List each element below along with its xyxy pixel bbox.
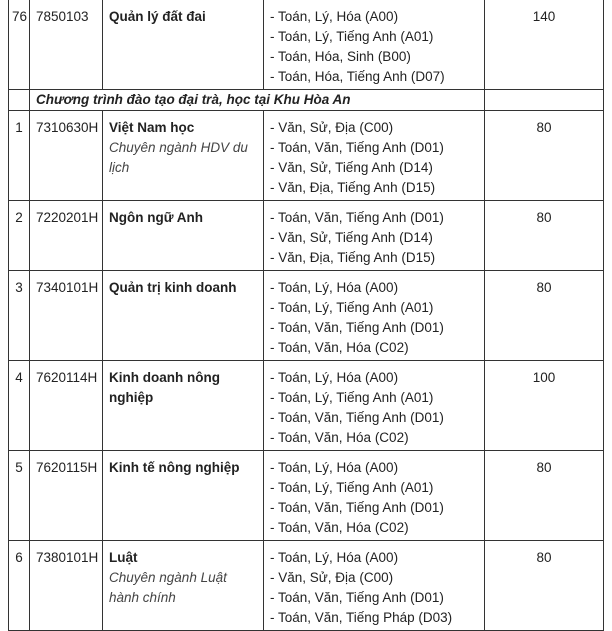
- row-combo: - Toán, Lý, Hóa (A00): [270, 370, 399, 385]
- row-stt: 2: [9, 201, 30, 271]
- row-major-code: 7310630H: [30, 111, 103, 201]
- row-major-code: 7340101H: [30, 271, 103, 361]
- row-major-name: Luật: [109, 550, 138, 565]
- row-major-code: 7620114H: [30, 361, 103, 451]
- row-major-specialization: Chuyên ngành Luật hành chính: [109, 570, 227, 605]
- row-combo: - Toán, Văn, Tiếng Anh (D01): [270, 590, 444, 605]
- row-combo: - Toán, Văn, Hóa (C02): [270, 430, 409, 445]
- table-row: [9, 451, 604, 541]
- row-major-code: 7620115H: [30, 451, 103, 541]
- row-combo: - Toán, Văn, Tiếng Anh (D01): [270, 410, 444, 425]
- row-major-specialization: Chuyên ngành HDV du lịch: [109, 140, 248, 175]
- row-combo: - Toán, Văn, Hóa (C02): [270, 340, 409, 355]
- row-stt: 1: [9, 111, 30, 201]
- row-stt: 6: [9, 541, 30, 631]
- row-quota: 80: [485, 201, 604, 271]
- row-quota: 80: [485, 111, 604, 201]
- row-combo: - Toán, Văn, Tiếng Anh (D01): [270, 210, 444, 225]
- row-stt: 4: [9, 361, 30, 451]
- row-quota: 100: [485, 361, 604, 451]
- admission-table: [8, 0, 604, 631]
- row-combo: - Toán, Lý, Tiếng Anh (A01): [270, 29, 434, 44]
- row-combo: - Toán, Văn, Tiếng Anh (D01): [270, 140, 444, 155]
- row-combo: - Văn, Địa, Tiếng Anh (D15): [270, 180, 436, 195]
- row-combo: - Toán, Hóa, Tiếng Anh (D07): [270, 69, 445, 84]
- row-combo: - Toán, Văn, Tiếng Anh (D01): [270, 320, 444, 335]
- table-row: [9, 201, 604, 271]
- group-header-row: [9, 90, 604, 111]
- table-row: [9, 271, 604, 361]
- row-quota: 80: [485, 271, 604, 361]
- row-combo: - Toán, Lý, Hóa (A00): [270, 9, 399, 24]
- row-combo: - Văn, Địa, Tiếng Anh (D15): [270, 250, 436, 265]
- row-major-name: Việt Nam học: [109, 120, 195, 135]
- row-quota: 80: [485, 541, 604, 631]
- row-major-name: Kinh doanh nông nghiệp: [109, 370, 220, 405]
- row-quota: 140: [485, 0, 604, 90]
- row-combo: - Toán, Lý, Hóa (A00): [270, 460, 399, 475]
- row-major-name: Quản lý đất đai: [109, 9, 206, 24]
- row-stt: 5: [9, 451, 30, 541]
- row-combo: - Toán, Văn, Tiếng Pháp (D03): [270, 610, 453, 625]
- row-stt: 76: [9, 0, 30, 90]
- row-major-code: 7220201H: [30, 201, 103, 271]
- row-quota: 80: [485, 451, 604, 541]
- table-row: [9, 541, 604, 631]
- row-combo: - Toán, Lý, Tiếng Anh (A01): [270, 480, 434, 495]
- table-row: [9, 361, 604, 451]
- row-major-code: 7380101H: [30, 541, 103, 631]
- group-title: Chương trình đào tạo đại trà, học tại Khu Hòa An: [30, 90, 485, 111]
- table-row: [9, 111, 604, 201]
- row-combo: - Toán, Lý, Hóa (A00): [270, 550, 399, 565]
- row-combo: - Toán, Hóa, Sinh (B00): [270, 49, 411, 64]
- row-major-name: Kinh tế nông nghiệp: [109, 460, 240, 475]
- row-combo: - Toán, Lý, Hóa (A00): [270, 280, 399, 295]
- row-major-name: Ngôn ngữ Anh: [109, 210, 203, 225]
- row-combo: - Toán, Văn, Tiếng Anh (D01): [270, 500, 444, 515]
- row-combo: - Văn, Sử, Tiếng Anh (D14): [270, 230, 433, 245]
- row-major-name: Quản trị kinh doanh: [109, 280, 237, 295]
- row-stt: 3: [9, 271, 30, 361]
- row-combo: - Toán, Lý, Tiếng Anh (A01): [270, 390, 434, 405]
- row-major-code: 7850103: [30, 0, 103, 90]
- row-combo: - Toán, Lý, Tiếng Anh (A01): [270, 300, 434, 315]
- row-combo: - Văn, Sử, Địa (C00): [270, 120, 394, 135]
- row-combo: - Văn, Sử, Địa (C00): [270, 570, 394, 585]
- row-combo: - Toán, Văn, Hóa (C02): [270, 520, 409, 535]
- row-combo: - Văn, Sử, Tiếng Anh (D14): [270, 160, 433, 175]
- table-row: [9, 0, 604, 90]
